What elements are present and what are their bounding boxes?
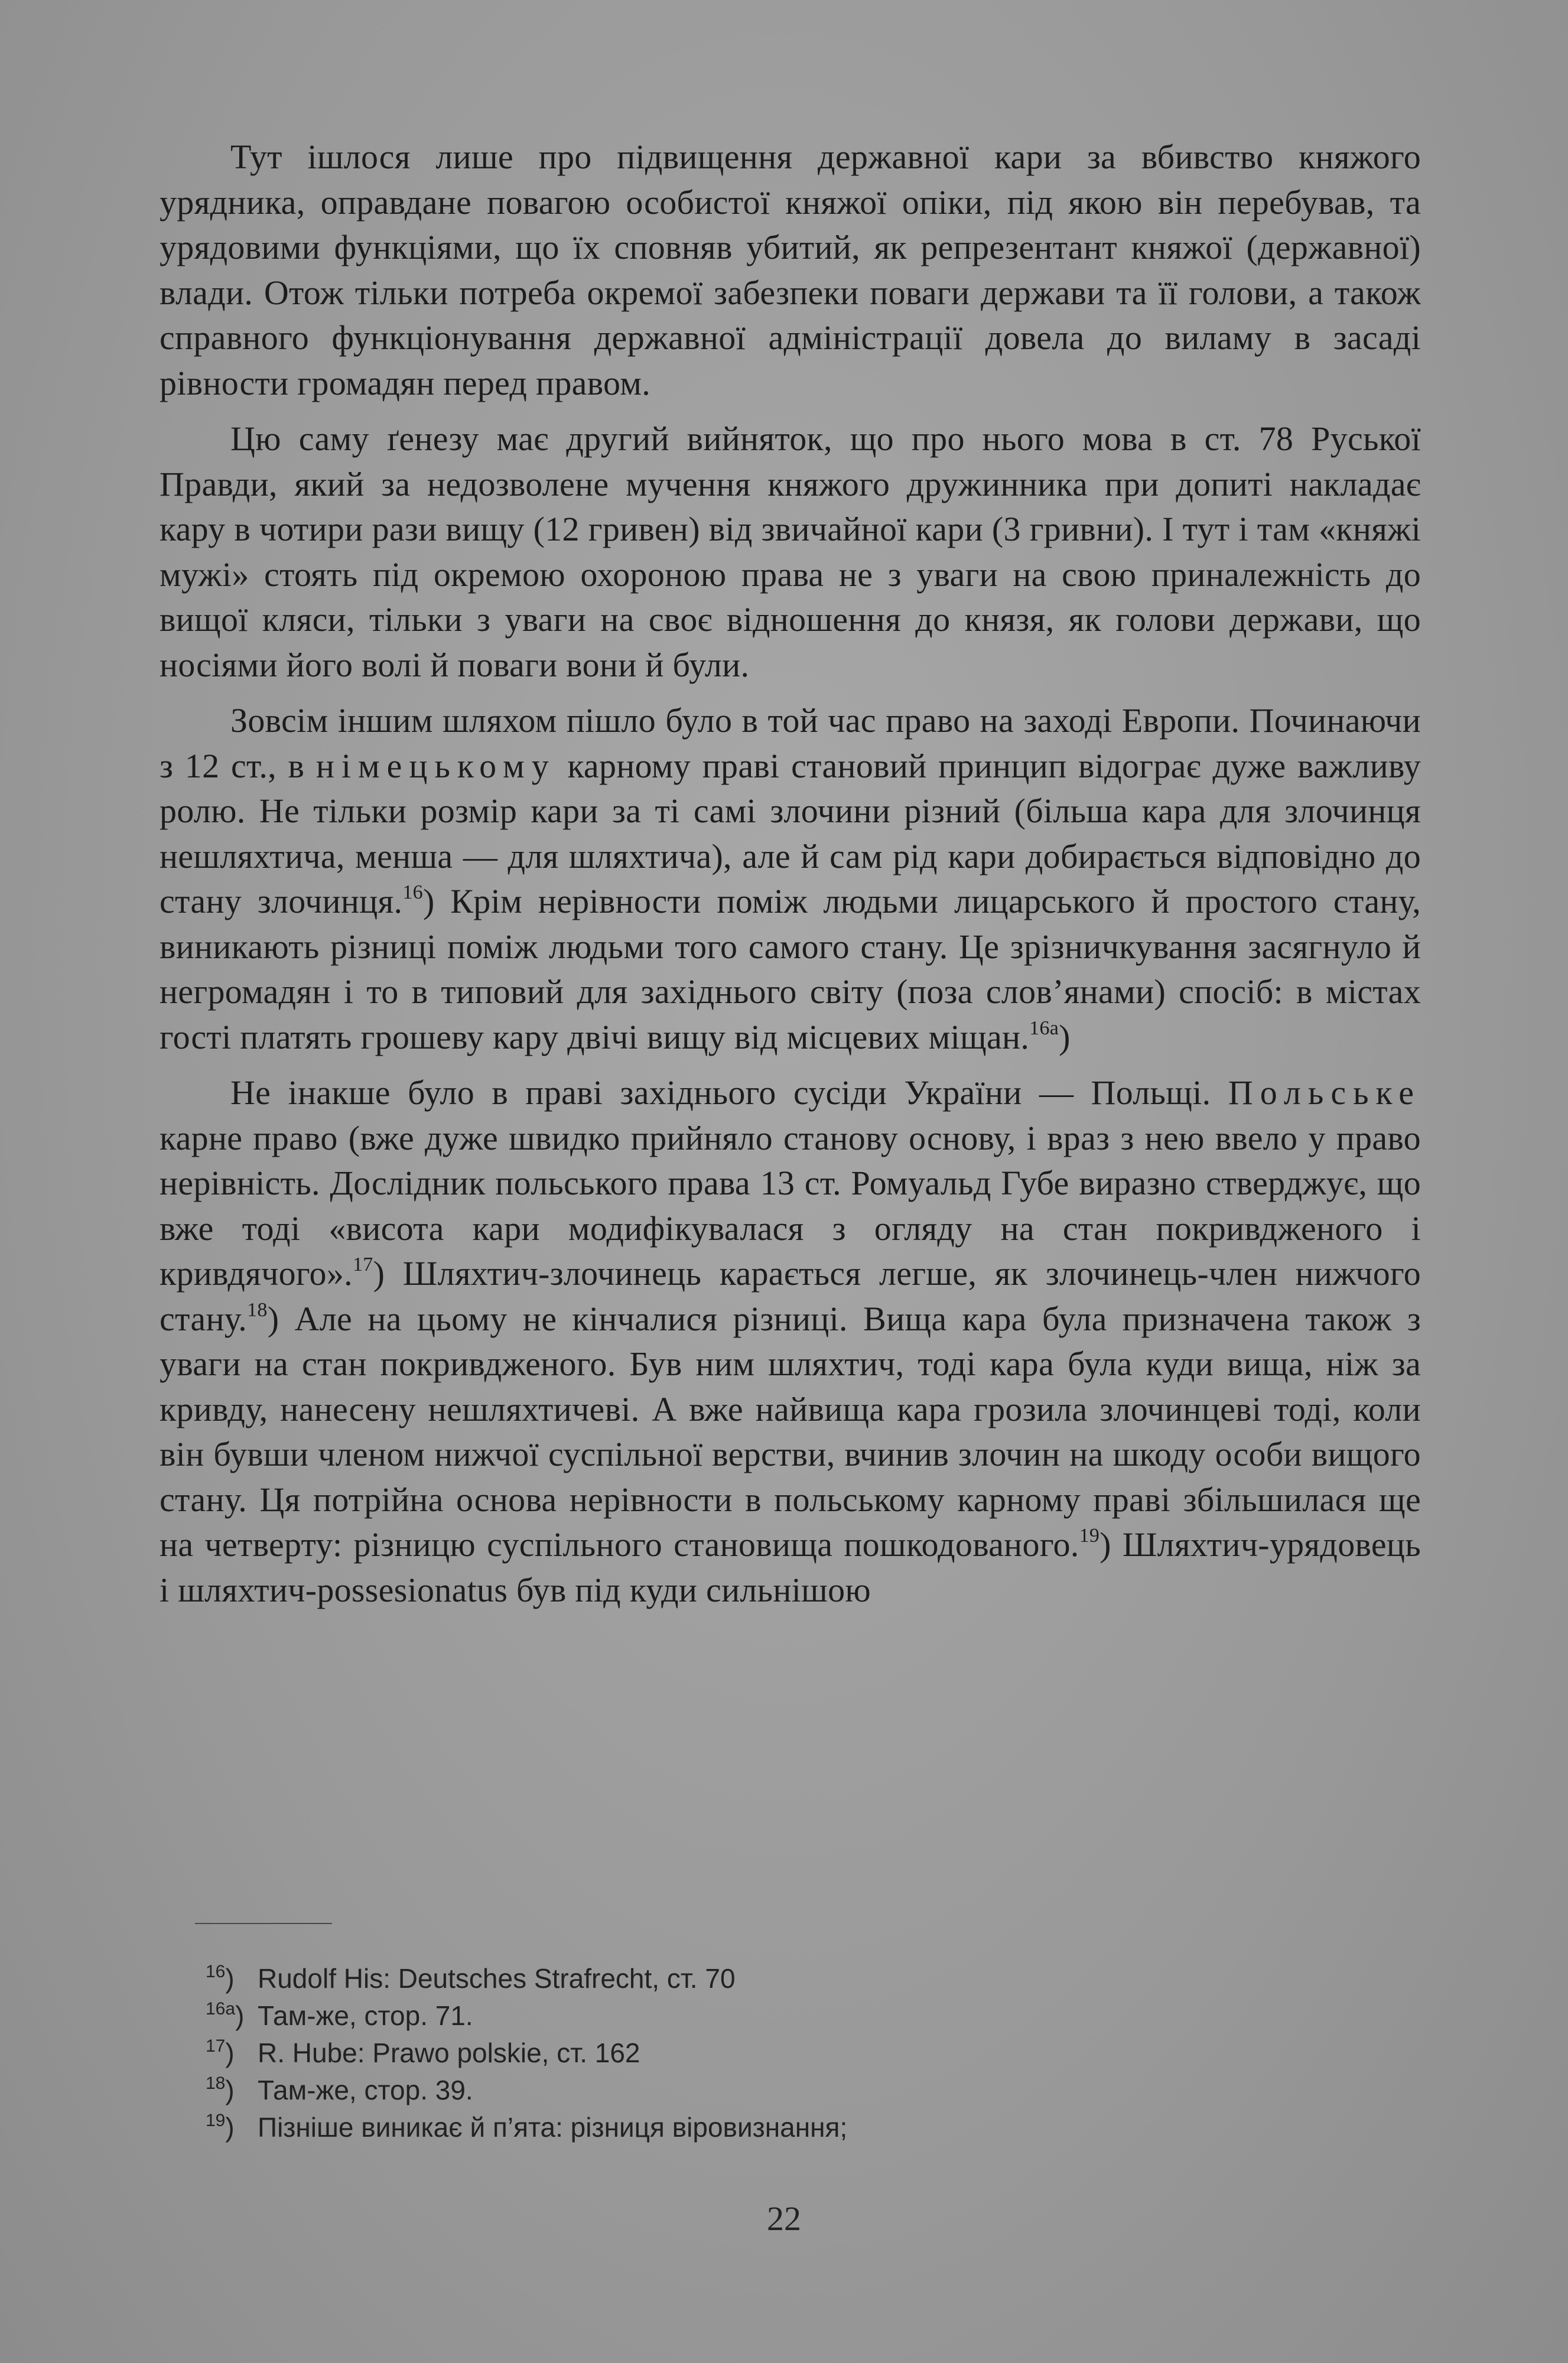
paragraph-4-text-b: карне право (вже дуже швидко прийняло станову основу, і враз з нею ввело у право нерівність. Дослідник польського права 13 ст. Ромуальд Губе виразно стверджує, що вже тоді «висота кари модифікувалася з огляду на стан покривдженого і кривдячого».	[160, 1118, 1421, 1293]
paragraph-3-text-d: )	[1059, 1017, 1071, 1056]
footnotes	[206, 1960, 1387, 2146]
paragraph-4-text-c: ) Шляхтич-злочинець карається легше, як злочинець-член нижчого стану.	[160, 1254, 1421, 1338]
paragraph-3	[160, 698, 1421, 1060]
paragraph-2-text: Цю саму ґенезу має другий вийняток, що про нього мова в ст. 78 Руської Правди, який за недозволене мучення княжого дружинника при допиті накладає кару в чотири рази вищу (12 гривен) від звичайної кари (3 гривни). І тут і там «княжі мужі» стоять під окремою охороною права не з уваги на свою приналежність до вищої кляси, тільки з уваги на своє відношення до князя, як голови держави, що носіями його волі й поваги вони й були.	[160, 419, 1421, 684]
paragraph-2	[160, 416, 1421, 688]
footnote-ref-19: 19	[1079, 1525, 1100, 1547]
spaced-word-german: німецькому	[315, 746, 556, 785]
footnote-16	[206, 1960, 1387, 1997]
footnote-17	[206, 2035, 1387, 2072]
footnote-ref-16: 16	[402, 881, 423, 903]
footnote-marker: $^{17}$)	[206, 2036, 235, 2068]
footnote-text: Там-же, стор. 39.	[258, 2075, 473, 2105]
footnote-marker: $^{19}$)	[206, 2111, 235, 2143]
footnote-18	[206, 2072, 1387, 2109]
paragraph-3-text-a: Зовсім іншим шляхом пішло було в той час право на заході Европи. Починаючи з 12 ст., в	[160, 701, 1421, 785]
footnote-19	[206, 2109, 1387, 2146]
footnote-text: Rudolf His: Deutsches Strafrecht, ст. 70	[258, 1963, 736, 1994]
footnote-16a	[206, 1997, 1387, 2035]
footnote-text: Пізніше виникає й п’ята: різниця віровизнання;	[258, 2112, 848, 2143]
footnote-marker: $^{16а}$)	[206, 1999, 245, 2031]
paragraph-4-text-a: Не інакше було в праві західнього сусіди України — Польщі.	[230, 1073, 1228, 1112]
paragraph-1-text: Тут ішлося лише про підвищення державної кари за вбивство княжого урядника, оправдане повагою особистої княжої опіки, під якою він перебував, та урядовими функціями, що їх сповняв убитий, як репрезентант княжої (державної) влади. Отож тільки потреба окремої забезпеки поваги держави та її голови, а також справного функціонування державної адміністрації довела до виламу в засаді рівности громадян перед правом.	[160, 138, 1421, 402]
footnote-text: R. Hube: Prawo polskie, ст. 162	[258, 2037, 640, 2068]
paragraph-4-text-d: ) Але на цьому не кінчалися різниці. Вища кара була призначена також з уваги на стан покривдженого. Був ним шляхтич, тоді кара була куди вища, ніж за кривду, нанесену нешляхтичеві. А вже найвища кара грозила злочинцеві тоді, коли він бувши членом нижчої суспільної верстви, вчинив злочин на шкоду особи вищого стану. Ця потрійна основа нерівности в польському карному праві збільшилася ще на четверту: різницю суспільного становища пошкодованого.	[160, 1299, 1421, 1564]
footnote-text: Там-же, стор. 71.	[258, 2000, 473, 2031]
page-number: 22	[767, 2199, 801, 2238]
paragraph-3-text-c: ) Крім нерівности поміж людьми лицарського й простого стану, виникають різниці поміж людьми того самого стану. Це зрізничкування засягнуло й негромадян і то в типовий для західнього світу (поза слов’янами) спосіб: в містах гості платять грошеву кару двічі вищу від місцевих міщан.	[160, 882, 1421, 1056]
paragraph-4-text-e: ) Шляхтич-урядовець і шляхтич-possesionatus був під куди сильнішою	[160, 1525, 1421, 1609]
body-text	[160, 135, 1421, 1613]
footnote-marker: $^{18}$)	[206, 2074, 235, 2105]
paragraph-1	[160, 135, 1421, 406]
footnote-ref-16a: 16а	[1029, 1017, 1059, 1039]
footnote-divider	[195, 1923, 332, 1924]
paragraph-3-text-b: карному праві становий принцип відограє дуже важливу ролю. Не тільки розмір кари за ті самі злочини різний (більша кара для злочинця нешляхтича, менша — для шляхтича), але й сам рід кари добирається відповідно до стану злочинця.	[160, 746, 1421, 920]
spaced-word-polish: Польське	[1228, 1073, 1421, 1112]
footnote-ref-18: 18	[247, 1298, 268, 1321]
footnote-marker: $^{16}$)	[206, 1962, 235, 1994]
footnote-ref-17: 17	[352, 1254, 373, 1275]
paragraph-4	[160, 1070, 1421, 1613]
